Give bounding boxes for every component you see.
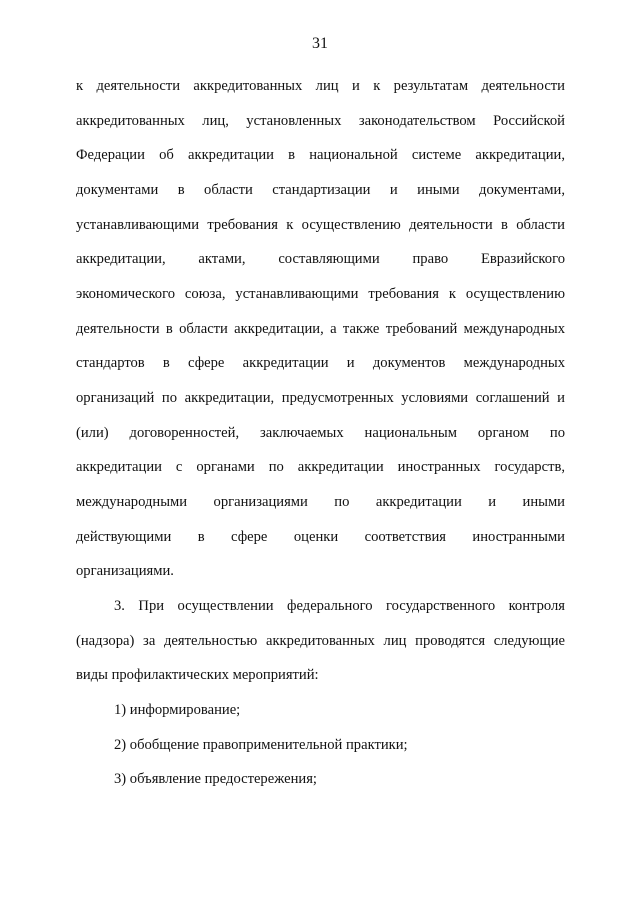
text-line: международными организациями по аккредитации и иными	[76, 494, 565, 510]
text-line: деятельности в области аккредитации, а также требований международных	[76, 321, 565, 337]
text-line: (надзора) за деятельностью аккредитованных лиц проводятся следующие	[76, 633, 565, 649]
text-line: (или) договоренностей, заключаемых национальным органом по	[76, 425, 565, 441]
page-number: 31	[312, 35, 328, 52]
text-line: аккредитованных лиц, установленных законодательством Российской	[76, 113, 565, 129]
text-line: к деятельности аккредитованных лиц и к результатам деятельности	[76, 78, 565, 94]
text-line: документами в области стандартизации и иными документами,	[76, 182, 565, 198]
list-item: 3) объявление предостережения;	[114, 771, 317, 787]
text-line: стандартов в сфере аккредитации и документов международных	[76, 355, 565, 371]
text-line: Федерации об аккредитации в национальной системе аккредитации,	[76, 147, 565, 163]
text-line: виды профилактических мероприятий:	[76, 667, 319, 683]
text-line: устанавливающими требования к осуществлению деятельности в области	[76, 217, 565, 233]
text-line: 3. При осуществлении федерального государственного контроля	[114, 598, 565, 614]
text-line: организациями.	[76, 563, 174, 579]
text-line: действующими в сфере оценки соответствия иностранными	[76, 529, 565, 545]
text-line: экономического союза, устанавливающими требования к осуществлению	[76, 286, 565, 302]
list-item: 2) обобщение правоприменительной практики;	[114, 737, 408, 753]
text-line: аккредитации с органами по аккредитации иностранных государств,	[76, 459, 565, 475]
text-line: организаций по аккредитации, предусмотренных условиями соглашений и	[76, 390, 565, 406]
list-item: 1) информирование;	[114, 702, 241, 718]
text-line: аккредитации, актами, составляющими право Евразийского	[76, 251, 565, 267]
